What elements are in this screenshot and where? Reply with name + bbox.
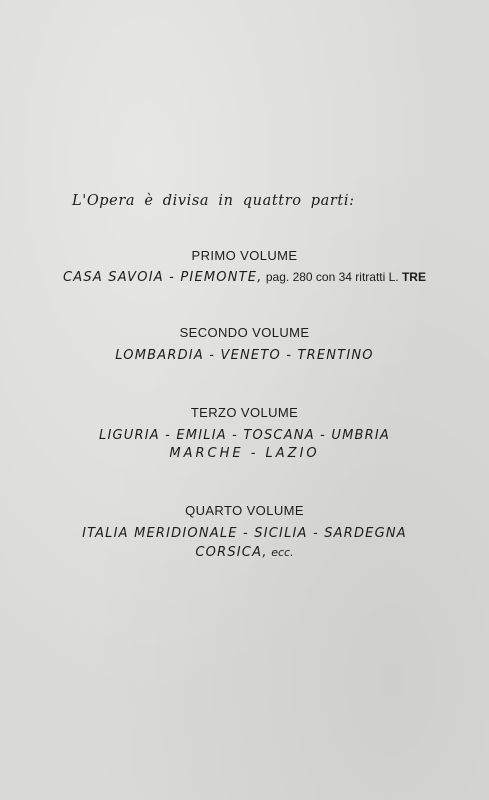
intro-text: L'Opera è divisa in quattro parti:: [72, 193, 355, 209]
volume-4-regions-line-2-text: CORSICA,: [195, 545, 268, 560]
volume-3-regions-line-2-text: MARCHE - LAZIO: [169, 446, 320, 461]
volume-1-price: TRE: [401, 270, 426, 284]
volume-1-heading: PRIMO VOLUME: [191, 248, 298, 263]
volume-3-regions-line-2: [0, 446, 489, 461]
volume-3-heading: TERZO VOLUME: [190, 405, 299, 420]
volume-2-regions: LOMBARDIA - VENETO - TRENTINO: [115, 348, 374, 363]
volume-1-regions: CASA SAVOIA - PIEMONTE,: [63, 270, 263, 285]
volume-1-detail: pag. 280 con 34 ritratti L.: [262, 270, 402, 284]
volume-2-heading: SECONDO VOLUME: [179, 325, 310, 340]
volume-3-regions-line-1: LIGURIA - EMILIA - TOSCANA - UMBRIA: [99, 428, 390, 443]
volume-4-heading: QUARTO VOLUME: [185, 503, 304, 518]
volume-1-content: [0, 270, 489, 285]
volume-4-suffix: ecc.: [267, 546, 294, 559]
volume-4-regions-line-1: ITALIA MERIDIONALE - SICILIA - SARDEGNA: [82, 526, 407, 541]
volume-4-regions-line-2: [0, 545, 489, 560]
